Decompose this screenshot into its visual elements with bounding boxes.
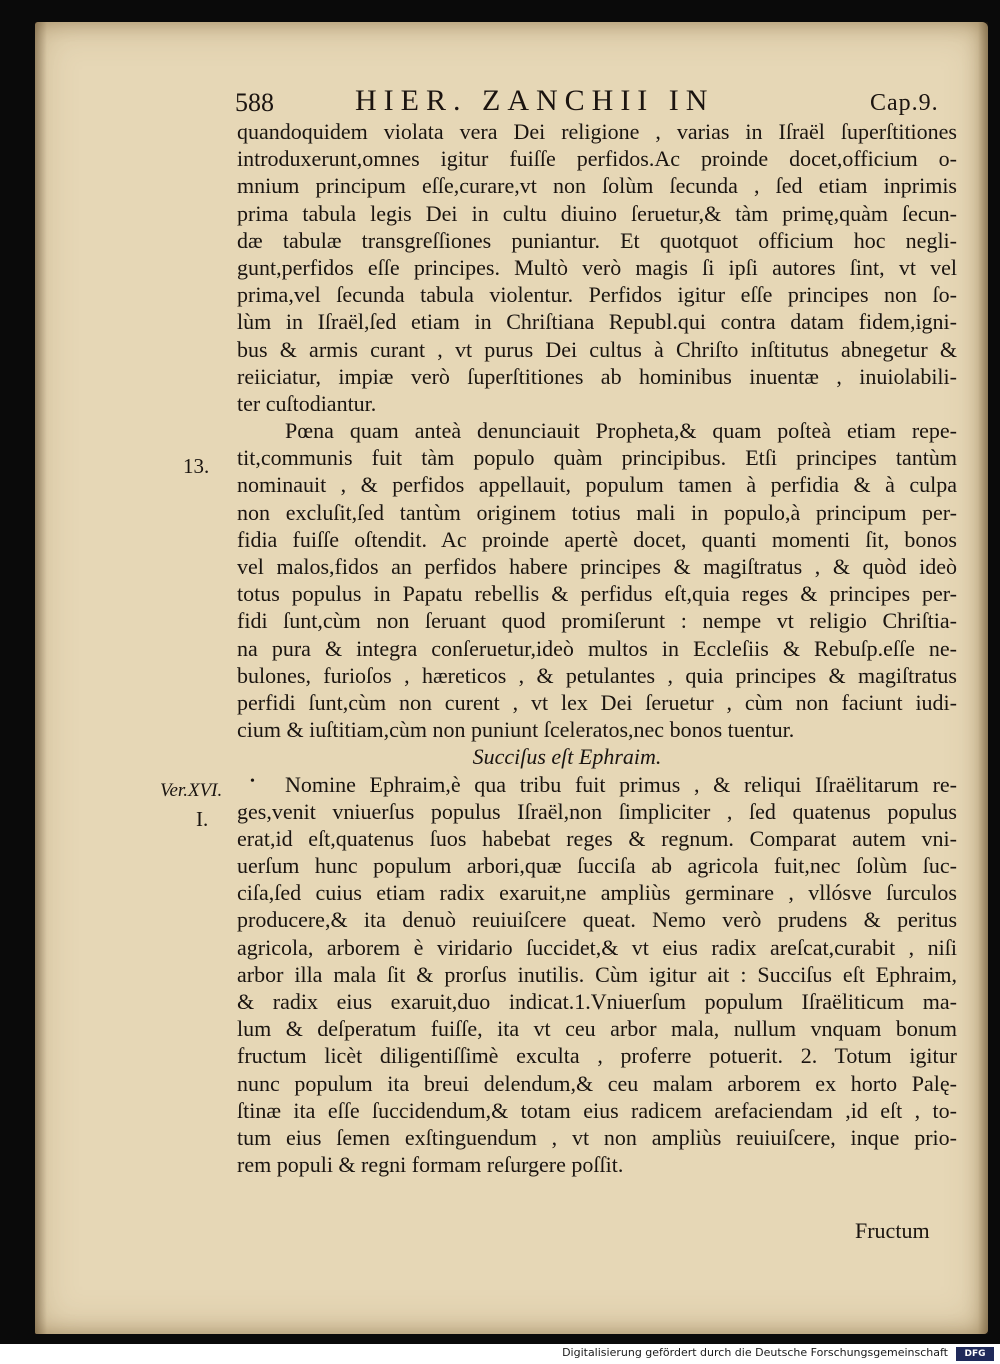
text-line: prima tabula legis Dei in cultu diuino ſeruetur,& tàm primę,quàm ſecun- <box>237 200 957 226</box>
text-line: ges,venit vniuerſus populus Iſraël,non ſimpliciter , ſed quatenus populus <box>237 798 957 824</box>
text-line: vel malos,fidos an perfidos habere principes & magiſtratus , & quòd ideò <box>237 554 957 579</box>
text-line: bulones, furioſos , hæreticos , & petulantes , quia principes & magiſtratus <box>237 662 957 688</box>
catchword: Fructum <box>855 1218 930 1243</box>
text-line: ciſa,ſed cuius etiam radix exaruit,ne ampliùs germinare , vllósve ſurculos <box>237 880 957 906</box>
text-line: non excluſit,ſed tantùm originem totius mali in populo,à principum per- <box>237 499 957 525</box>
text-line: producere,& ita denuò reuiuiſcere queat. Nemo verò prudens & peritus <box>237 907 957 933</box>
text-line: bus & armis curant , vt purus Dei cultus à Chriſto inſtitutus abnegetur & <box>237 336 957 362</box>
text-line: na pura & integra conſeruetur,ideò multos in Eccleſiis & Rebuſp.eſſe ne- <box>237 635 957 661</box>
text-line: introduxerunt,omnes igitur fuiſſe perfidos.Ac proinde docet,officium o- <box>237 146 957 172</box>
dfg-logo-icon: DFG <box>956 1347 994 1361</box>
margin-note-verse-xvi: Ver.XVI. <box>160 780 223 801</box>
text-line: nunc populum ita breui delendum,& ceu malam arborem ex horto Palę- <box>237 1070 957 1096</box>
text-line: fidia fuiſſe oſtendit. Ac proinde apertè docet, quanti momenti ſit, bonos <box>237 526 957 552</box>
text-line: gunt,perfidos eſſe principes. Multò verò magis ſi ipſi autores ſint, vt vel <box>237 254 957 280</box>
text-line: cium & iuſtitiam,cùm non puniunt ſceleratos,nec bonos tuentur. <box>237 717 795 743</box>
paragraph-start-line: Nomine Ephraim,è qua tribu fuit primus , & reliqui Iſraëlitarum re- <box>285 771 957 797</box>
text-line: lum & deſperatum fuiſſe, ita vt ceu arbor mala, nullum vnquam bonum <box>237 1016 957 1042</box>
text-line: uerſum hunc populum arbori,quæ ſucciſa ab agricola fuit,nec ſolùm ſuc- <box>237 853 957 879</box>
text-line: fidi ſunt,cùm non ſeruant quod promiſerunt : nempe vt religio Chriſtia- <box>237 608 957 634</box>
margin-note-dot: • <box>250 774 255 789</box>
text-line: tum eius ſemen exſtinguendum , vt non ampliùs reuiuiſcere, inque prio- <box>237 1124 957 1150</box>
text-line: arbor illa mala ſit & prorſus inutilis. Cùm igitur ait : Succiſus eſt Ephraim, <box>237 961 957 987</box>
text-line: reiiciatur, impiæ verò ſuperſtitiones ab hominibus inuentæ , inuiolabili- <box>237 363 957 389</box>
text-line: rem populi & regni formam reſurgere poſſit. <box>237 1152 624 1178</box>
text-line: erat,id eſt,quatenus ſuos habebat reges & regnum. Comparat autem vni- <box>237 825 957 851</box>
digitization-footer <box>0 1344 1000 1364</box>
body-text <box>237 118 957 1178</box>
text-line: quandoquidem violata vera Dei religione , varias in Iſraël ſuperſtitiones <box>237 119 957 144</box>
text-line: nominauit , & perfidos appellauit, populum tamen à perfidia & à culpa <box>237 472 957 498</box>
text-line: ſtinæ ita eſſe ſuccidendum,& totam eius radicem arefaciendam ,id eſt , to- <box>237 1097 957 1123</box>
text-line: & radix eius exaruit,duo indicat.1.Vniuerſum populum Iſraëliticum ma- <box>237 989 957 1014</box>
margin-note-point-1: I. <box>196 807 209 831</box>
text-line: lùm in Iſraël,ſed etiam in Chriſtiana Republ.qui contra datam fidem,igni- <box>237 309 957 335</box>
text-line: mnium principum eſſe,curare,vt non ſolùm ſecunda , ſed etiam inprimis <box>237 173 957 199</box>
text-line: ter cuſtodiantur. <box>237 390 377 416</box>
text-line: perfidi ſunt,cùm non curent , vt lex Dei ſeruetur , cùm non faciunt iudi- <box>237 689 957 715</box>
page-number: 588 <box>235 88 274 117</box>
running-title: HIER. ZANCHII IN <box>355 84 715 117</box>
margin-note-verse-13: 13. <box>183 454 210 478</box>
text-line: fructum licèt diligentiſſimè exculta , proferre potuerit. 2. Totum igitur <box>237 1043 957 1069</box>
text-line: prima,vel ſecunda tabula violentur. Perfidos igitur eſſe principes non ſo- <box>237 282 957 308</box>
book-page <box>35 22 988 1334</box>
section-heading: Succiſus eſt Ephraim. <box>472 744 662 770</box>
text-line: tit,communis fuit tàm populo quàm principibus. Etſi principes tantùm <box>237 445 957 471</box>
funding-credit: Digitalisierung gefördert durch die Deutsche Forschungsgemeinschaft <box>562 1346 948 1359</box>
text-line: agricola, arborem è viridario ſuccidet,& vt eius radix areſcat,curabit , niſi <box>237 934 957 960</box>
text-line: totus populus in Papatu rebellis & perfidus eſt,quia reges & principes per- <box>237 581 957 607</box>
chapter-label: Cap.9. <box>870 90 939 116</box>
text-line: dæ tabulæ transgreſſiones puniantur. Et quotquot officium hoc negli- <box>237 227 957 253</box>
paragraph-start-line: Pœna quam anteà denunciauit Propheta,& quam poſteà etiam repe- <box>285 418 957 444</box>
